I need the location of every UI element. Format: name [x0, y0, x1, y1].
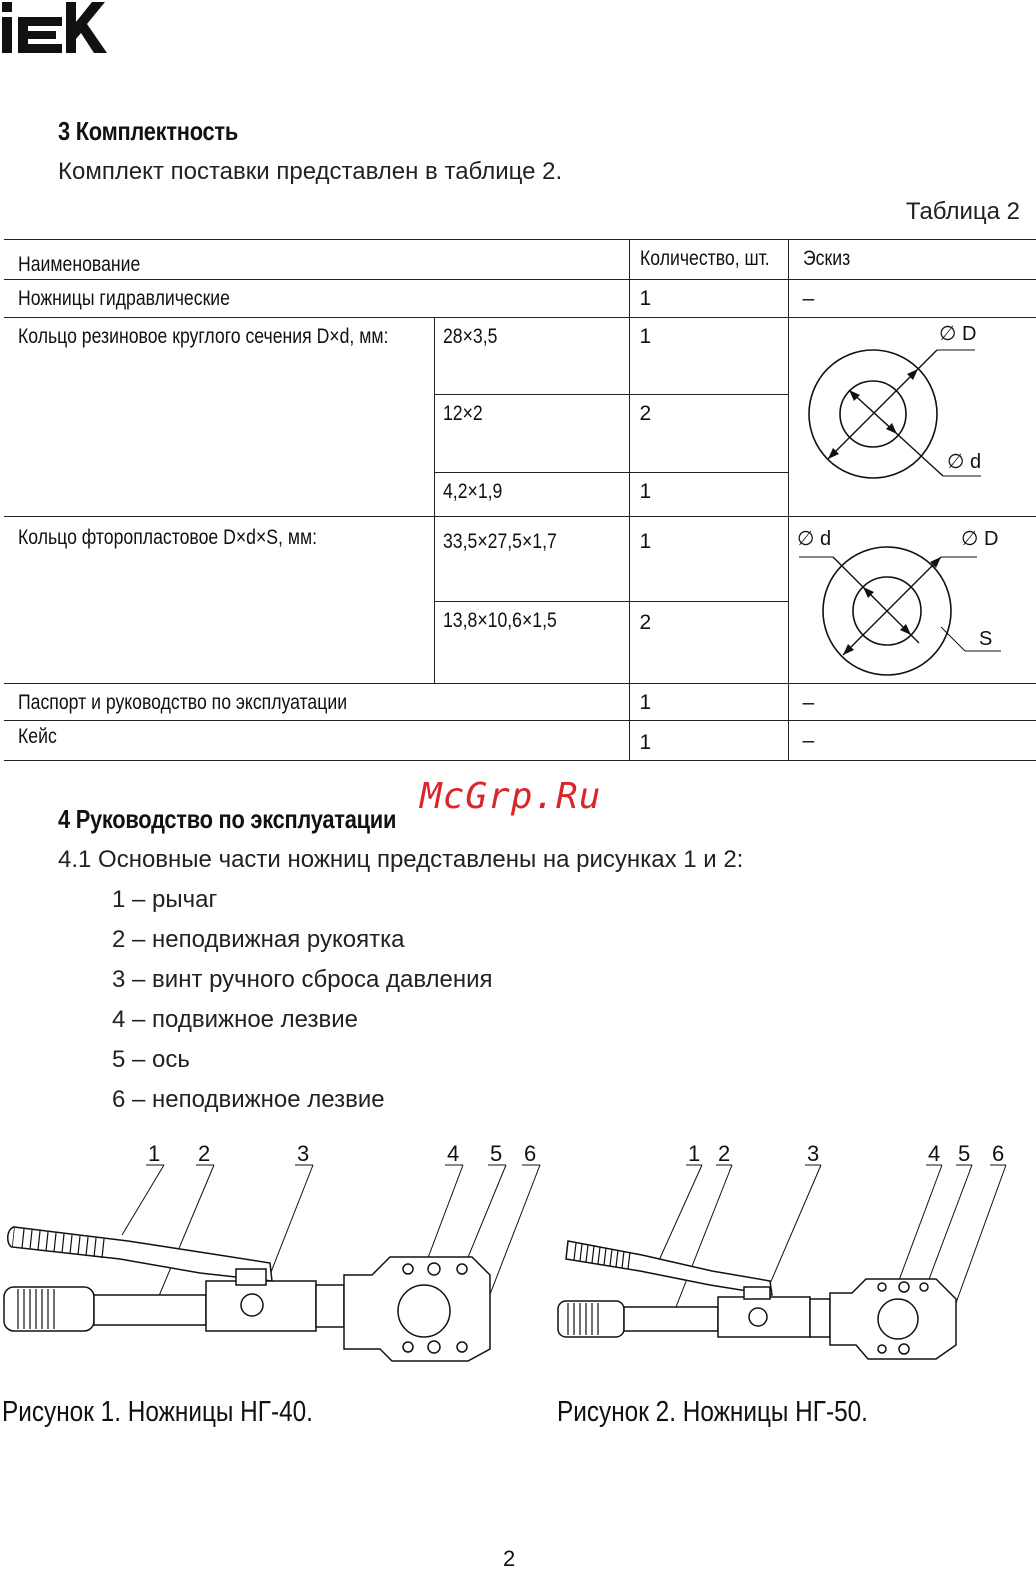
table-caption: Таблица 2 — [905, 198, 1020, 225]
page-number: 2 — [503, 1546, 516, 1571]
list-item: 5 – ось — [112, 1046, 190, 1073]
rubber-size: 12×2 — [434, 395, 629, 473]
row-case-name: Кейс — [4, 721, 629, 761]
row-passport-sketch: – — [788, 684, 1036, 721]
list-item: 2 – неподвижная рукоятка — [112, 926, 405, 953]
section-3-intro: Комплект поставки представлен в таблице 2. — [58, 158, 563, 185]
rubber-qty: 2 — [629, 395, 788, 473]
rubber-ring-name: Кольцо резиновое круглого сечения D×d, мм: — [4, 318, 434, 517]
row-case-qty: 1 — [629, 721, 788, 761]
ptfe-label-thickness: S — [978, 628, 992, 650]
section-4-heading: 4 Руководство по эксплуатации — [58, 804, 397, 834]
list-item: 3 – винт ручного сброса давления — [112, 966, 493, 993]
callout-2: 2 — [198, 1141, 211, 1166]
rubber-size: 28×3,5 — [434, 318, 629, 395]
row-case-sketch: – — [788, 721, 1036, 761]
list-item: 1 – рычаг — [112, 886, 218, 913]
rubber-label-inner: ∅ d — [946, 451, 981, 473]
callout-4: 4 — [928, 1141, 941, 1166]
figure-2-drawing — [552, 1135, 1022, 1385]
rubber-ring-sketch — [788, 318, 1036, 517]
rubber-qty: 1 — [629, 318, 788, 395]
row-shears-sketch: – — [788, 280, 1036, 318]
parts-list — [112, 886, 493, 1126]
ptfe-ring-sketch — [788, 517, 1036, 684]
callout-1: 1 — [688, 1141, 701, 1166]
row-shears-qty: 1 — [629, 280, 788, 318]
ptfe-qty: 2 — [629, 602, 788, 684]
ptfe-size: 33,5×27,5×1,7 — [434, 517, 629, 602]
callout-4: 4 — [447, 1141, 460, 1166]
header-sketch: Эскиз — [788, 240, 1036, 280]
row-passport-qty: 1 — [629, 684, 788, 721]
rubber-qty: 1 — [629, 473, 788, 517]
callout-5: 5 — [490, 1141, 503, 1166]
callout-3: 3 — [297, 1141, 310, 1166]
rubber-label-outer: ∅ D — [938, 323, 976, 345]
section-3-heading: 3 Комплектность — [58, 116, 239, 146]
figure-1-drawing — [0, 1135, 545, 1385]
section-4-intro: 4.1 Основные части ножниц представлены на рисунках 1 и 2: — [58, 846, 744, 873]
header-qty: Количество, шт. — [629, 240, 788, 280]
rubber-size: 4,2×1,9 — [434, 473, 629, 517]
header-name: Наименование — [4, 240, 629, 280]
kit-table — [4, 239, 1036, 761]
ptfe-label-outer: ∅ D — [960, 528, 998, 550]
ptfe-size: 13,8×10,6×1,5 — [434, 602, 629, 684]
row-shears-name: Ножницы гидравлические — [4, 280, 629, 318]
callout-6: 6 — [992, 1141, 1005, 1166]
callout-2: 2 — [718, 1141, 731, 1166]
ptfe-qty: 1 — [629, 517, 788, 602]
figure-2-caption: Рисунок 2. Ножницы НГ-50. — [557, 1396, 868, 1428]
brand-logo — [0, 0, 118, 61]
callout-1: 1 — [148, 1141, 161, 1166]
row-passport-name: Паспорт и руководство по эксплуатации — [4, 684, 629, 721]
callout-5: 5 — [958, 1141, 971, 1166]
watermark: McGrp.Ru — [420, 776, 602, 817]
ptfe-ring-name: Кольцо фторопластовое D×d×S, мм: — [4, 517, 434, 684]
ptfe-label-inner: ∅ d — [796, 528, 831, 550]
callout-6: 6 — [524, 1141, 537, 1166]
callout-3: 3 — [807, 1141, 820, 1166]
list-item: 4 – подвижное лезвие — [112, 1006, 359, 1033]
figure-1-caption: Рисунок 1. Ножницы НГ-40. — [2, 1396, 313, 1428]
list-item: 6 – неподвижное лезвие — [112, 1086, 385, 1113]
